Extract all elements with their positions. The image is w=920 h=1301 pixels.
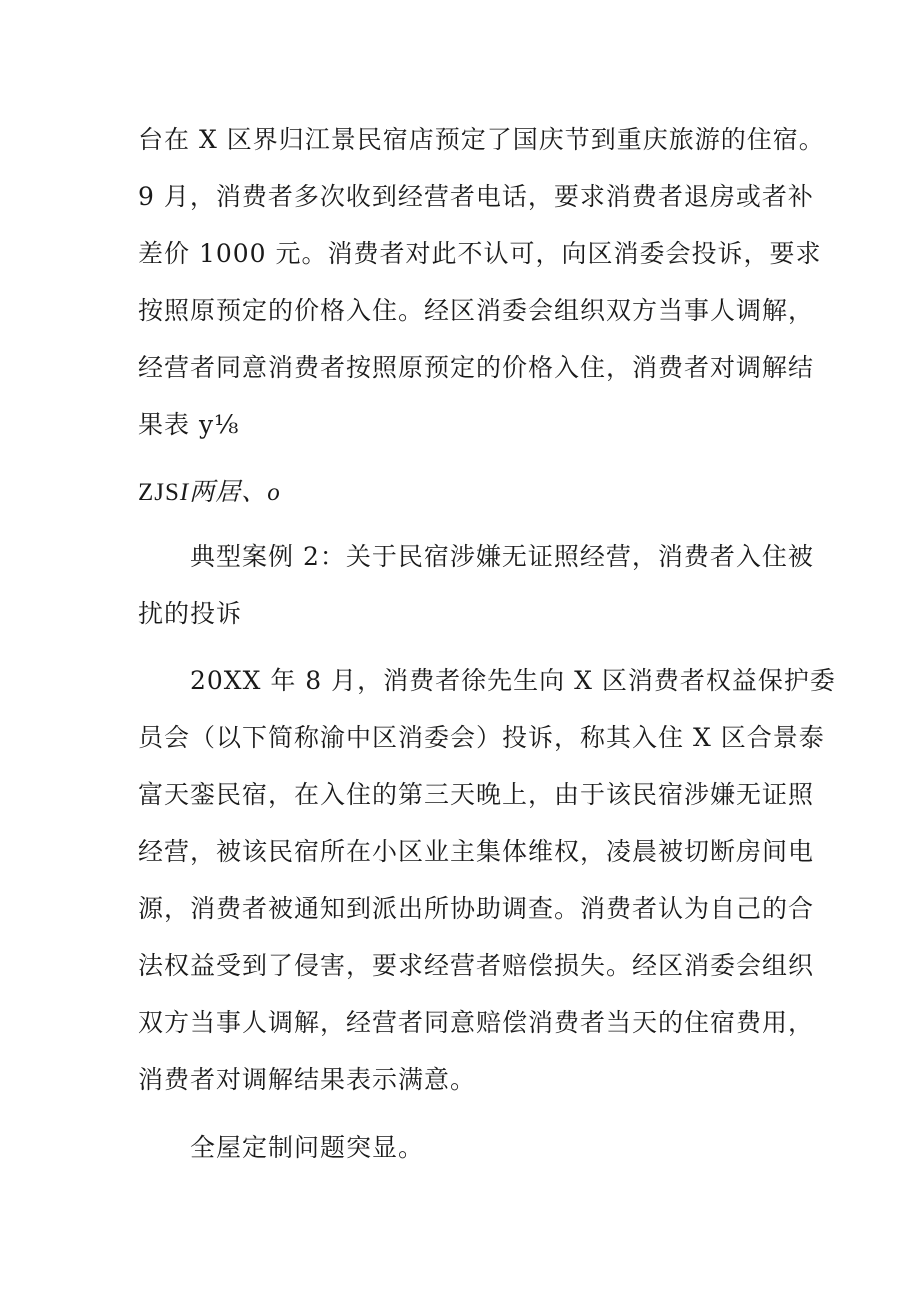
paragraph-2-line-3: 富天銮民宿，在入住的第三天晚上，由于该民宿涉嫌无证照 [138,780,815,809]
ocr-fragment-line [138,477,281,509]
paragraph-1-line-1: 台在 X 区界归江景民宿店预定了国庆节到重庆旅游的住宿。 [138,125,825,154]
ocr-fragment-part-c: 两居、o [189,479,281,506]
paragraph-2-line-8: 消费者对调解结果表示满意。 [138,1065,477,1094]
paragraph-2-line-2: 员会（以下简称渝中区消委会）投诉，称其入住 X 区合景泰 [138,723,825,752]
paragraph-1-line-3: 差价 1000 元。消费者对此不认可，向区消委会投诉，要求 [138,239,822,268]
paragraph-1-line-2: 9 月，消费者多次收到经营者电话，要求消费者退房或者补 [138,182,814,211]
paragraph-2-line-1: 20XX 年 8 月，消费者徐先生向 X 区消费者权益保护委 [190,666,836,695]
paragraph-1-line-5: 经营者同意消费者按照原预定的价格入住，消费者对调解结 [138,353,815,382]
paragraph-2-line-4: 经营，被该民宿所在小区业主集体维权，凌晨被切断房间电 [138,837,815,866]
case-2-heading-line-2: 扰的投诉 [138,599,243,628]
ocr-fragment-part-a: ZJS [138,479,180,506]
paragraph-2-line-5: 源，消费者被通知到派出所协助调查。消费者认为自己的合 [138,894,815,923]
case-2-heading-line-1: 典型案例 2：关于民宿涉嫌无证照经营，消费者入住被 [190,542,814,571]
paragraph-2-line-6: 法权益受到了侵害，要求经营者赔偿损失。经区消委会组织 [138,951,815,980]
ocr-fragment-part-b: I [179,479,190,506]
paragraph-1-line-4: 按照原预定的价格入住。经区消委会组织双方当事人调解， [138,296,815,325]
paragraph-1-line-6: 果表 y⅛ [138,410,240,439]
paragraph-2-line-7: 双方当事人调解，经营者同意赔偿消费者当天的住宿费用， [138,1008,815,1037]
paragraph-3-line-1: 全屋定制问题突显。 [190,1133,425,1162]
